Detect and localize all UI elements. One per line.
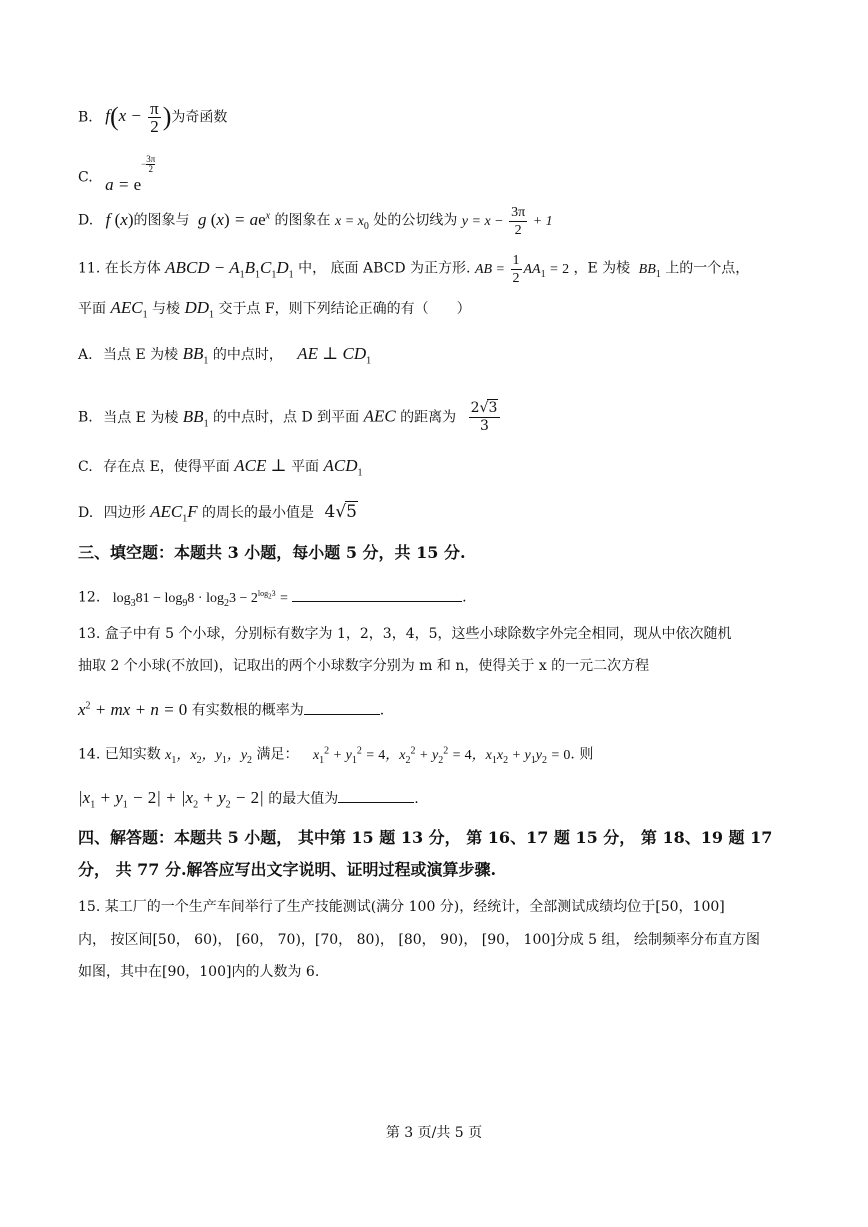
math-expr: f (x)	[105, 209, 134, 229]
q10-option-d	[78, 204, 553, 239]
section-heading-4-cont: 分， 共 77 分.解答应写出文字说明、证明过程或演算步骤.	[78, 860, 497, 879]
question-text: 交于点 F，则下列结论正确的有（ ）	[218, 301, 471, 317]
question-text: 上的一个点，	[665, 260, 750, 277]
math-expr: g $(x) = ae^x$	[197, 209, 271, 229]
math-expr: $x_1^2 + y_1^2 = 4$，$x_2^2 + y_2^2 = 4$，$x_1x_2 + y_1y_2 = 0$	[312, 745, 571, 766]
math-expr: $x^2$ + mx + n = 0	[78, 699, 188, 719]
math-expr: $a = e^{- \frac{3\pi}{2}}$	[105, 154, 156, 194]
question-text: 满足：	[256, 746, 299, 763]
math-expr: AEC	[363, 406, 396, 426]
question-text: 在长方体	[104, 260, 161, 277]
option-text: 平面	[291, 459, 320, 475]
math-expr: $ACD_1$	[323, 456, 363, 479]
math-expr: ABCD − $A_1B_1C_1D_1$	[165, 257, 294, 281]
q15-line1: 15. 某工厂的一个生产车间举行了生产技能测试(满分 100 分)，经统计，全部测试成绩均位于[50，100]	[78, 899, 725, 915]
math-expr: $x_1$，$x_2$，$y_1$，$y_2$	[165, 747, 253, 766]
math-expr: y = x − $\frac{3\pi}{2}$ + 1	[461, 205, 553, 238]
math-expr: $\log_381 - \log_98 \cdot \log_23 - 2^{log_23}$ =	[112, 589, 293, 609]
section-heading-4: 四、解答题：本题共 5 小题， 其中第 15 题 13 分， 第 16、17 题 15 分， 第 18、19 题 17	[78, 828, 773, 847]
q13-line3: $x^2$ + mx + n = 0 有实数根的概率为 .	[78, 699, 385, 719]
math-expr: f(x − $\frac{\pi}{2}$ )	[105, 99, 172, 136]
option-text: 当点 E 为棱	[103, 347, 179, 363]
question-text: 有实数根的概率为	[191, 702, 304, 719]
option-text: 为奇函数	[171, 109, 228, 126]
q14-line2: $|x_1 + y_1 - 2| + |x_2 + y_2 - 2|$ 的最大值为 .	[78, 788, 419, 811]
math-expr: $DD_1$	[184, 298, 215, 321]
q14-line1	[78, 741, 593, 770]
q12: 12. $\log_381 - \log_98 \cdot \log_23 - 2^{log_23}$ = .	[78, 584, 467, 613]
option-label: A.	[78, 347, 93, 363]
q11-option-b	[78, 400, 502, 435]
option-label: B.	[78, 409, 93, 426]
option-label: B.	[78, 109, 93, 126]
math-expr: 4√5	[324, 502, 357, 522]
q15-line2: 内， 按区间[50， 60)， [60， 70)，[70， 80)， [80， 90)， [90， 100]分成 5 组， 绘制频率分布直方图	[78, 932, 760, 948]
question-number: 12.	[78, 589, 101, 606]
q10-option-c	[78, 154, 156, 194]
math-expr: AE ⊥ $CD_1$	[297, 344, 372, 367]
q13-line1: 13. 盒子中有 5 个小球，分别标有数字为 1，2，3，4，5，这些小球除数字外完全相同，现从中依次随机	[78, 626, 732, 642]
option-text: 的图象在	[274, 212, 331, 229]
math-expr: $BB_1$	[182, 406, 209, 429]
option-text: 存在点 E，使得平面	[103, 459, 230, 475]
option-text: 当点 E 为棱	[103, 409, 179, 426]
answer-blank[interactable]	[292, 587, 462, 602]
q11-option-a	[78, 344, 371, 371]
math-expr: AB = $\frac{1}{2}$ $AA_1 = 2$	[474, 253, 570, 286]
math-expr: $\frac{2√3}{3}$	[469, 400, 501, 435]
option-text: 四边形	[103, 505, 146, 521]
math-expr: $BB_1$	[182, 344, 209, 367]
math-expr: $AEC_1F$	[150, 502, 198, 525]
option-text: 的距离为	[400, 409, 457, 426]
question-text: 与棱	[152, 301, 181, 317]
q10-option-b	[78, 100, 227, 135]
question-text: . 则	[570, 746, 594, 763]
math-expr: $x = x_0$	[335, 213, 369, 232]
question-text: 14. 已知实数	[78, 746, 161, 763]
question-text: 的最大值为	[268, 791, 339, 807]
q11-option-d	[78, 502, 358, 529]
page-footer: 第 3 页/共 5 页	[385, 1125, 483, 1141]
question-number: 11.	[78, 260, 101, 277]
section-heading-3: 三、填空题：本题共 3 小题，每小题 5 分，共 15 分.	[78, 543, 466, 562]
answer-blank[interactable]	[304, 700, 380, 715]
question-text: 中， 底面 ABCD 为正方形.	[298, 260, 471, 277]
option-label: C.	[78, 169, 93, 186]
option-label: D.	[78, 212, 94, 229]
option-text: 处的公切线为	[373, 212, 458, 229]
question-text: ，E 为棱	[573, 260, 631, 277]
q13-line2: 抽取 2 个小球(不放回)，记取出的两个小球数字分别为 m 和 n，使得关于 x 的一元二次方程	[78, 658, 650, 674]
q11-option-c	[78, 456, 363, 483]
q15-line3: 如图，其中在[90，100]内的人数为 6.	[78, 964, 320, 980]
option-text: 的图象与	[133, 212, 190, 229]
answer-blank[interactable]	[338, 788, 414, 803]
option-label: D.	[78, 505, 94, 521]
math-expr: $AEC_1$	[110, 298, 148, 321]
option-text: 的中点时，	[212, 347, 283, 363]
q11-line1	[78, 252, 749, 287]
option-text: 的中点时，点 D 到平面	[213, 409, 360, 426]
q11-line2	[78, 298, 471, 325]
question-text: 平面	[78, 301, 106, 317]
math-expr: ACE ⊥	[234, 456, 287, 475]
option-text: 的周长的最小值是	[202, 505, 315, 521]
math-expr: $|x_1 + y_1 - 2| + |x_2 + y_2 - 2|$	[78, 788, 264, 811]
option-label: C.	[78, 459, 93, 475]
math-expr: $BB_1$	[638, 261, 661, 280]
